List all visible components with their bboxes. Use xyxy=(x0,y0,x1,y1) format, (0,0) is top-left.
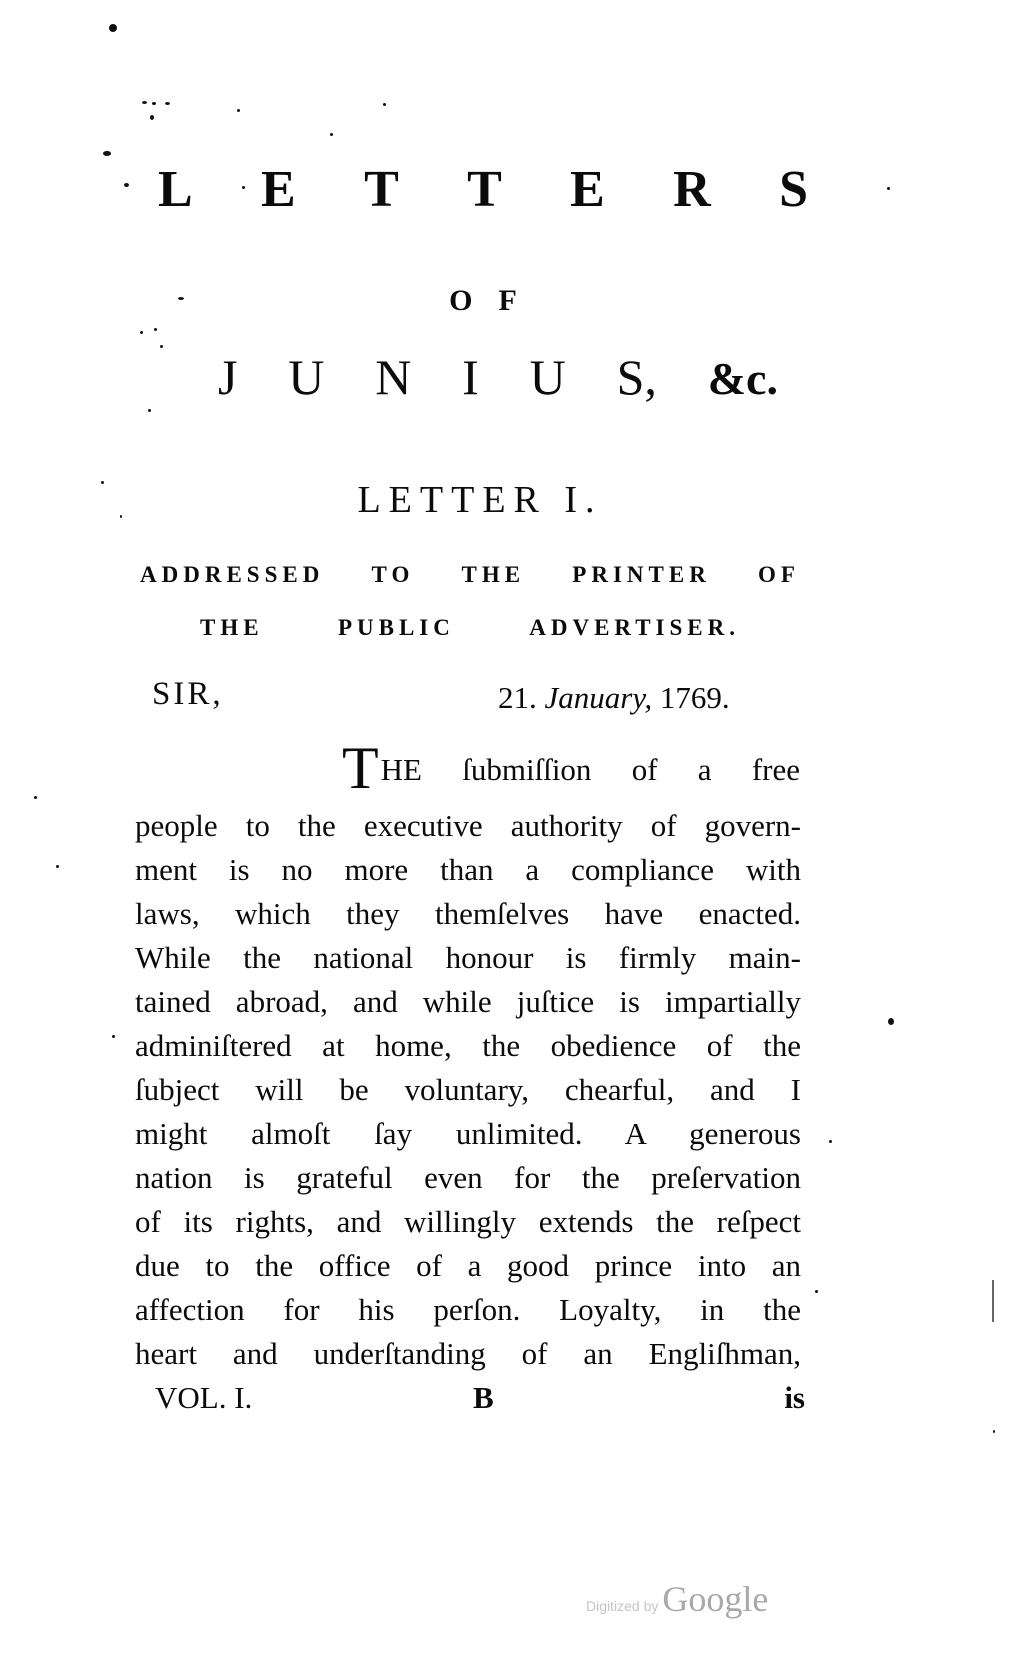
scan-speck xyxy=(112,1035,115,1038)
title-letter: S, xyxy=(616,349,657,405)
body-line: due to the office of a good prince into an xyxy=(135,1248,801,1283)
title-letter: L xyxy=(158,161,193,218)
title-letter: I xyxy=(462,349,479,405)
address-word: THE xyxy=(461,562,526,587)
scan-speck xyxy=(888,1018,894,1025)
scan-speck xyxy=(148,409,151,412)
title-letters xyxy=(158,160,808,216)
signature-letter: B xyxy=(473,1380,494,1415)
drop-cap: T xyxy=(342,735,379,801)
scan-speck xyxy=(124,183,129,187)
page-footer xyxy=(155,1380,805,1420)
date-day: 21. xyxy=(498,680,537,715)
address-word: PRINTER xyxy=(572,562,711,587)
body-line: tained abroad, and while juſtice is impartially xyxy=(135,984,801,1019)
volume-mark: VOL. I. xyxy=(155,1380,253,1415)
body-line: people to the executive authority of govern- xyxy=(135,808,801,843)
catchword: is xyxy=(784,1380,805,1415)
scan-speck xyxy=(152,102,156,105)
scan-speck xyxy=(101,481,104,484)
address-word: TO xyxy=(371,562,415,587)
body-line: heart and underſtanding of an Engliſhman, xyxy=(135,1336,801,1371)
scan-speck xyxy=(887,187,890,190)
scan-speck xyxy=(109,24,117,32)
body-line: affection for his perſon. Loyalty, in the xyxy=(135,1292,801,1327)
digitized-by-label: Digitized by xyxy=(586,1598,659,1614)
address-word: PUBLIC xyxy=(337,615,455,640)
scan-speck xyxy=(34,796,37,799)
body-line: nation is grateful even for the preſervation xyxy=(135,1160,801,1195)
first-line-text: HE ſubmiſſion of a free xyxy=(380,752,800,787)
scan-speck xyxy=(150,115,154,120)
title-junius xyxy=(218,348,778,408)
scan-speck xyxy=(178,297,184,300)
body-line: ment is no more than a compliance with xyxy=(135,852,801,887)
scan-speck xyxy=(242,186,245,189)
body-line: ſubject will be voluntary, chearful, and I xyxy=(135,1072,801,1107)
letter-heading: LETTER I. xyxy=(357,479,603,521)
body-line: While the national honour is firmly main- xyxy=(135,940,801,975)
title-letter: S xyxy=(779,161,808,218)
scan-speck xyxy=(330,133,333,136)
title-letter: E xyxy=(570,161,605,218)
address-word: ADVERTISER. xyxy=(529,615,740,640)
scan-speck xyxy=(165,102,170,105)
salutation: SIR, xyxy=(152,676,224,712)
address-line-1 xyxy=(140,562,800,588)
scan-speck xyxy=(140,331,143,334)
scan-speck xyxy=(103,151,111,156)
address-word: ADDRESSED xyxy=(140,562,325,587)
body-line: adminiſtered at home, the obedience of the xyxy=(135,1028,801,1063)
scan-speck xyxy=(142,101,147,104)
title-letter: T xyxy=(467,161,502,218)
dateline xyxy=(498,680,730,716)
scan-speck xyxy=(120,515,122,518)
body-line: of its rights, and willingly extends the reſpect xyxy=(135,1204,801,1239)
title-letter: U xyxy=(288,349,325,405)
title-etc: &c. xyxy=(707,353,778,404)
scan-edge-line xyxy=(992,1280,994,1322)
address-word: OF xyxy=(758,562,800,587)
body-text xyxy=(135,804,801,1376)
date-month: January, xyxy=(544,680,653,715)
title-letter: J xyxy=(218,349,238,405)
scan-speck xyxy=(160,345,163,348)
date-year: 1769. xyxy=(659,680,730,715)
address-line-2 xyxy=(200,615,740,641)
scan-speck xyxy=(237,109,240,112)
title-letter: R xyxy=(673,161,711,218)
scan-speck xyxy=(815,1290,818,1293)
body-first-line xyxy=(342,735,800,804)
title-letter: U xyxy=(529,349,566,405)
scan-speck xyxy=(993,1430,995,1433)
scan-speck xyxy=(829,1140,832,1143)
title-letter: N xyxy=(375,349,412,405)
title-letter: T xyxy=(364,161,399,218)
scan-speck xyxy=(383,103,386,106)
scan-speck xyxy=(56,865,59,868)
title-of: OF xyxy=(449,284,543,317)
digitized-watermark xyxy=(586,1578,768,1628)
scan-speck xyxy=(154,328,157,331)
google-logo: Google xyxy=(662,1579,769,1619)
body-line: might almoſt ſay unlimited. A generous xyxy=(135,1116,801,1151)
title-letter: E xyxy=(261,161,296,218)
address-word: THE xyxy=(200,615,264,640)
body-line: laws, which they themſelves have enacted. xyxy=(135,896,801,931)
